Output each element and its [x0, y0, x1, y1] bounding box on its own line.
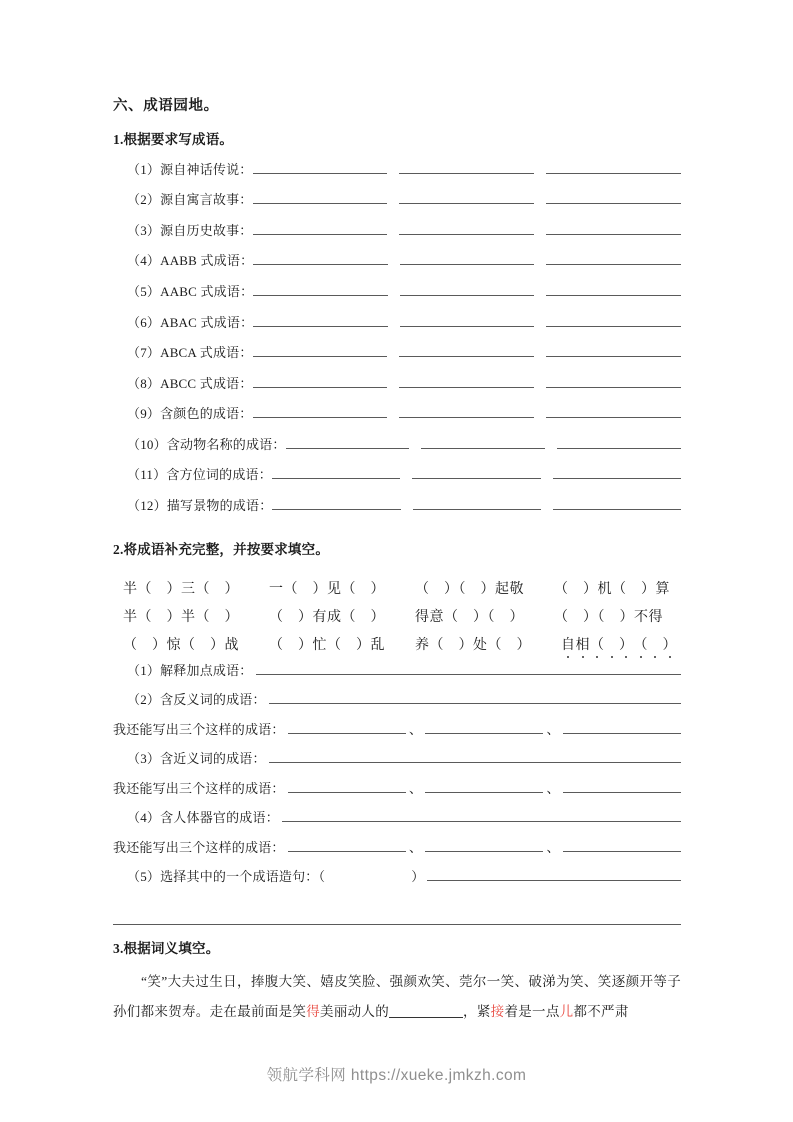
- answer-blank[interactable]: [425, 720, 543, 734]
- idiom-cell[interactable]: （ ）忙（ ）乱: [269, 637, 385, 653]
- answer-blank[interactable]: [253, 374, 388, 388]
- fill-row: [113, 464, 681, 495]
- idiom-cell-emphasized[interactable]: 自相（ ）（ ）: [561, 634, 677, 654]
- paragraph-part-2: 美丽动人的: [320, 1004, 390, 1020]
- answer-blank[interactable]: [253, 282, 388, 296]
- answer-blank[interactable]: [546, 282, 681, 296]
- fill-row-blanks: [253, 343, 681, 357]
- question-3-paragraph: [113, 967, 681, 1027]
- answer-rule[interactable]: [269, 749, 681, 763]
- blank-separator: 、: [546, 839, 560, 855]
- answer-triple-blanks: [288, 778, 681, 797]
- answer-rule[interactable]: [269, 690, 681, 704]
- highlighted-char-jie: 接: [490, 1004, 505, 1020]
- question-2-title: 2.将成语补充完整，并按要求填空。: [113, 541, 330, 557]
- fill-row-blanks: [253, 190, 681, 204]
- idiom-cell[interactable]: （ ）机（ ）算: [554, 581, 670, 597]
- idiom-line: [123, 570, 681, 598]
- question-2-subquestions: [113, 660, 681, 896]
- answer-blank[interactable]: [546, 160, 681, 174]
- answer-blank[interactable]: [272, 465, 400, 479]
- fill-row-blanks: [272, 496, 681, 510]
- answer-blank[interactable]: [412, 465, 540, 479]
- idiom-cell[interactable]: （ ）（ ）起敬: [415, 581, 524, 597]
- answer-blank[interactable]: [399, 374, 534, 388]
- fill-row-label: （2）源自寓言故事：: [127, 192, 253, 208]
- idiom-cell[interactable]: 半（ ）三（ ）: [123, 581, 239, 597]
- sub-question-row: [113, 660, 681, 690]
- blank-separator: 、: [408, 780, 423, 796]
- fill-row: [113, 495, 681, 526]
- fill-row-label: （6）ABAC 式成语：: [127, 314, 254, 330]
- answer-blank[interactable]: [399, 160, 534, 174]
- answer-blank[interactable]: [288, 720, 406, 734]
- fill-row-label: （3）源自历史故事：: [127, 222, 253, 238]
- answer-rule[interactable]: [427, 867, 681, 881]
- fill-row-blanks: [253, 282, 681, 296]
- idiom-cell[interactable]: 一（ ）见（ ）: [269, 581, 385, 597]
- fill-row: [113, 403, 681, 434]
- answer-blank[interactable]: [253, 343, 388, 357]
- answer-blank[interactable]: [286, 435, 410, 449]
- idiom-line: [123, 626, 681, 654]
- question-3-title: 3.根据词义填空。: [113, 940, 220, 956]
- answer-blank[interactable]: [288, 779, 406, 793]
- blank-separator: 、: [546, 780, 560, 796]
- sub-question-label: 我还能写出三个这样的成语：: [113, 780, 285, 796]
- answer-triple-blanks: [288, 719, 681, 738]
- question-1-list: [113, 159, 681, 526]
- answer-blank[interactable]: [253, 404, 388, 418]
- sub-question-row: [113, 719, 681, 749]
- fill-row-label: （12）描写景物的成语：: [127, 498, 273, 514]
- answer-blank[interactable]: [557, 435, 681, 449]
- answer-blank[interactable]: [413, 496, 541, 510]
- answer-blank[interactable]: [546, 221, 681, 235]
- sub-question-row: [113, 748, 681, 778]
- highlighted-char-de: 得: [306, 1004, 321, 1020]
- fill-row-label: （8）ABCC 式成语：: [127, 375, 253, 391]
- fill-row-label: （10）含动物名称的成语：: [127, 436, 286, 452]
- inline-answer-blank[interactable]: [389, 1003, 463, 1018]
- sub-question-row: [113, 866, 681, 896]
- answer-blank[interactable]: [399, 343, 534, 357]
- idiom-grid: [113, 570, 681, 654]
- fill-row-label: （7）ABCA 式成语：: [127, 345, 253, 361]
- idiom-cell[interactable]: 得意（ ）（ ）: [415, 609, 524, 625]
- sub-question-label: （3）含近义词的成语：: [127, 751, 266, 767]
- sub-question-label: 我还能写出三个这样的成语：: [113, 721, 285, 737]
- paren-close: ）: [411, 869, 425, 885]
- idiom-cell[interactable]: （ ）有成（ ）: [269, 609, 385, 625]
- fill-row-label: （1）源自神话传说：: [127, 161, 253, 177]
- paragraph-part-4: 着是一点: [504, 1004, 560, 1020]
- answer-rule[interactable]: [282, 808, 681, 822]
- paragraph-part-1: “笑”大夫过生日，捧腹大笑、嬉皮笑脸、强颜欢笑、莞尔一笑、破涕为笑、笑逐颜开等子孙们都来贺寿。走在最前面是笑: [113, 974, 681, 1020]
- fill-row: [113, 373, 681, 404]
- answer-blank[interactable]: [400, 282, 535, 296]
- answer-blank[interactable]: [400, 313, 535, 327]
- fill-row: [113, 220, 681, 251]
- fill-row-blanks: [253, 160, 681, 174]
- idiom-cell[interactable]: （ ）惊（ ）战: [123, 637, 239, 653]
- fill-row-blanks: [253, 404, 681, 418]
- answer-blank[interactable]: [563, 720, 681, 734]
- fill-row: [113, 250, 681, 281]
- blank-separator: 、: [408, 721, 423, 737]
- worksheet-content: [113, 96, 681, 1027]
- answer-rule-free[interactable]: [113, 910, 681, 925]
- blank-separator: 、: [546, 721, 560, 737]
- answer-blank[interactable]: [425, 779, 543, 793]
- answer-blank[interactable]: [425, 838, 543, 852]
- fill-row-blanks: [253, 374, 681, 388]
- blank-separator: 、: [408, 839, 423, 855]
- answer-rule[interactable]: [256, 661, 681, 675]
- answer-blank[interactable]: [563, 838, 681, 852]
- sub-question-label: 我还能写出三个这样的成语：: [113, 839, 285, 855]
- fill-row: [113, 281, 681, 312]
- fill-row: [113, 312, 681, 343]
- answer-blank[interactable]: [253, 221, 388, 235]
- fill-row-blanks: [286, 435, 681, 449]
- sub-question-row: [113, 689, 681, 719]
- answer-blank[interactable]: [546, 343, 681, 357]
- paragraph-part-5: 都不严肃: [573, 1004, 629, 1020]
- answer-blank[interactable]: [553, 465, 681, 479]
- answer-blank[interactable]: [399, 190, 534, 204]
- fill-row-blanks: [253, 313, 681, 327]
- sub-question-label: （1）解释加点成语：: [127, 662, 253, 678]
- answer-blank[interactable]: [399, 404, 534, 418]
- fill-row-label: （11）含方位词的成语：: [127, 467, 272, 483]
- answer-blank[interactable]: [546, 374, 681, 388]
- paragraph-part-3: ，紧: [463, 1004, 491, 1020]
- fill-row: [113, 189, 681, 220]
- fill-row-label: （5）AABC 式成语：: [127, 283, 254, 299]
- idiom-line: [123, 598, 681, 626]
- answer-blank[interactable]: [272, 496, 400, 510]
- idiom-cell[interactable]: （ ）（ ）不得: [554, 609, 663, 625]
- answer-blank[interactable]: [546, 313, 681, 327]
- answer-blank[interactable]: [400, 251, 535, 265]
- answer-blank[interactable]: [253, 313, 388, 327]
- answer-blank[interactable]: [253, 160, 388, 174]
- sub-question-label: （4）含人体器官的成语：: [127, 810, 279, 826]
- fill-row-blanks: [253, 221, 681, 235]
- sub-question-label: （2）含反义词的成语：: [127, 692, 266, 708]
- answer-blank[interactable]: [546, 404, 681, 418]
- fill-row-label: （9）含颜色的成语：: [127, 406, 253, 422]
- section-heading: 六、成语园地。: [113, 98, 219, 114]
- idiom-cell[interactable]: 半（ ）半（ ）: [123, 609, 239, 625]
- fill-row: [113, 342, 681, 373]
- answer-blank[interactable]: [253, 251, 388, 265]
- answer-blank[interactable]: [563, 779, 681, 793]
- answer-blank[interactable]: [288, 838, 406, 852]
- sub-question-row: [113, 778, 681, 808]
- highlighted-char-er: 儿: [559, 1004, 574, 1020]
- question-1-title: 1.根据要求写成语。: [113, 132, 234, 148]
- answer-blank[interactable]: [546, 190, 681, 204]
- answer-blank[interactable]: [553, 496, 681, 510]
- fill-row-blanks: [253, 251, 681, 265]
- answer-triple-blanks: [288, 837, 681, 856]
- answer-blank[interactable]: [253, 190, 388, 204]
- fill-row: [113, 159, 681, 190]
- answer-blank[interactable]: [421, 435, 545, 449]
- footer-watermark: 领航学科网 https://xueke.jmkzh.com: [266, 1067, 527, 1084]
- sub-question-row: [113, 807, 681, 837]
- idiom-cell[interactable]: 养（ ）处（ ）: [415, 637, 531, 653]
- answer-blank[interactable]: [546, 251, 681, 265]
- answer-blank[interactable]: [399, 221, 534, 235]
- sub-question-label: （5）选择其中的一个成语造句：（: [127, 869, 326, 885]
- sub-question-row: [113, 837, 681, 867]
- fill-row-blanks: [272, 465, 681, 479]
- fill-row: [113, 434, 681, 465]
- fill-row-label: （4）AABB 式成语：: [127, 253, 254, 269]
